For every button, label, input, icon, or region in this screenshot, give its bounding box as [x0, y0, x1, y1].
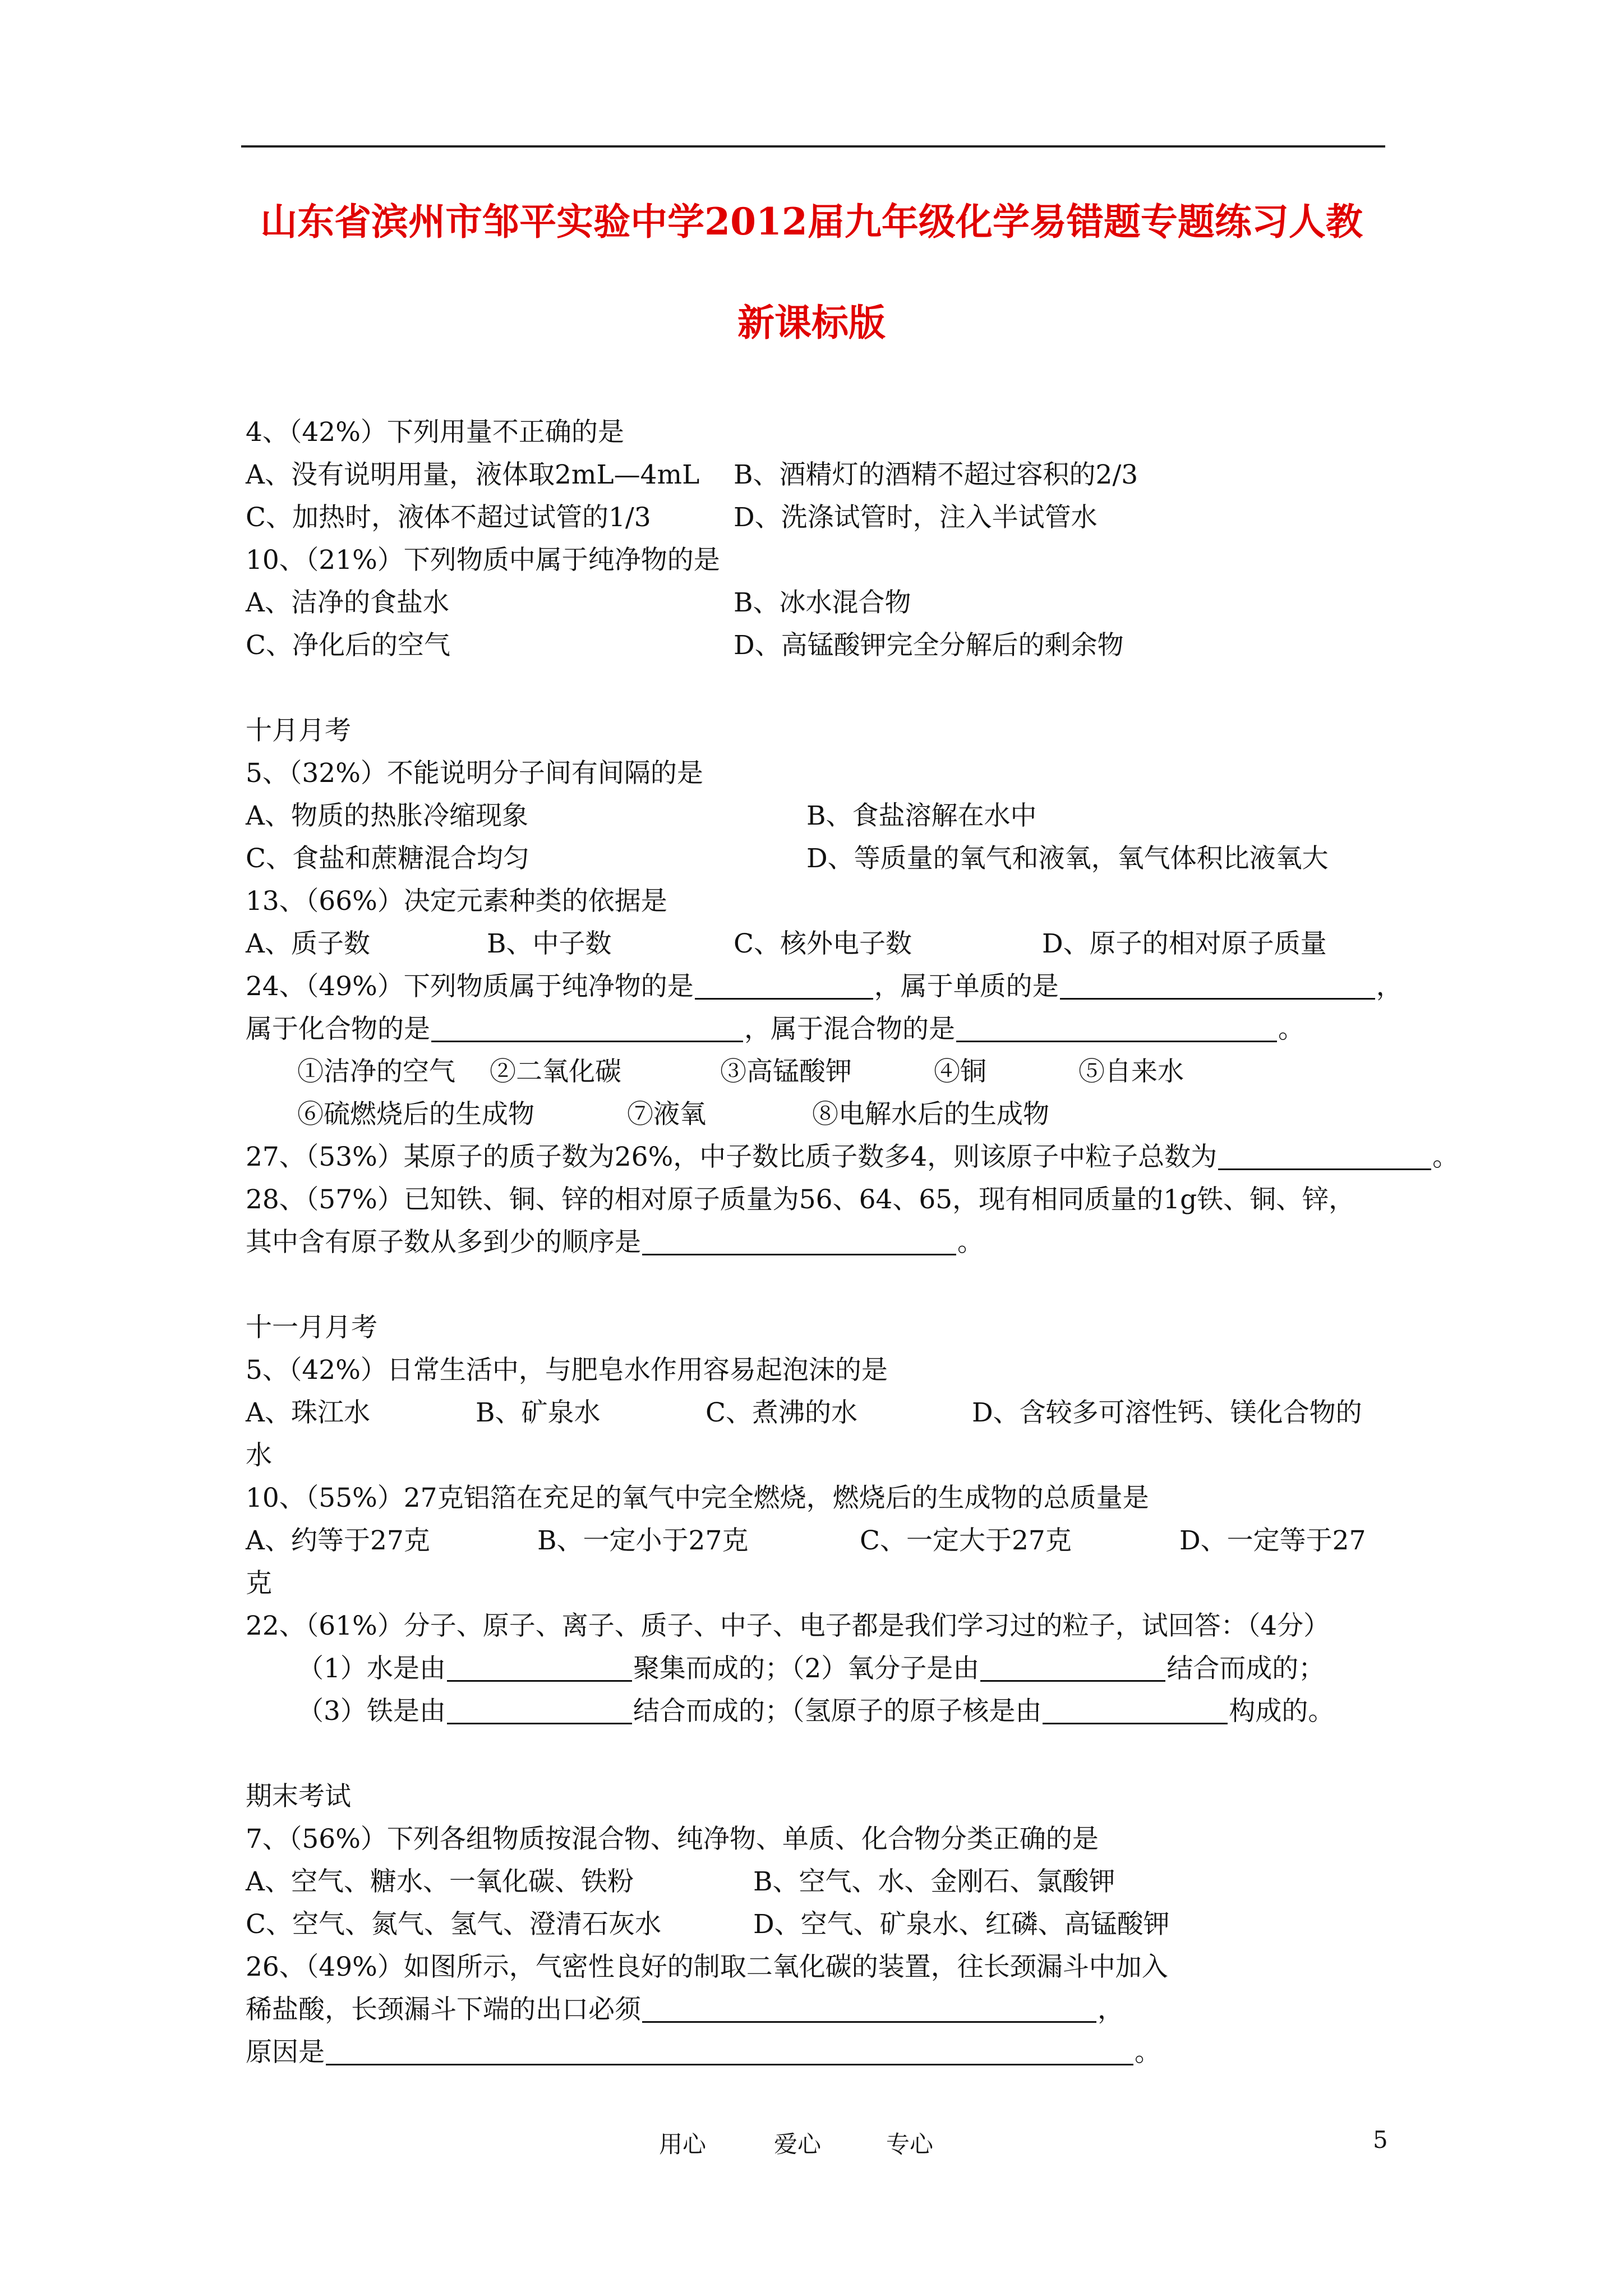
final-question-26-line3: 原因是 。: [246, 2031, 1412, 2074]
answer-blank[interactable]: [980, 1650, 1165, 1682]
footer-slogan-3: 专心: [886, 2131, 934, 2158]
answer-blank[interactable]: [447, 1650, 632, 1682]
item: ⑤自来水: [1078, 1056, 1184, 1087]
option-a: A、空气、糖水、一氧化碳、铁粉: [246, 1866, 634, 1897]
option-c: C、净化后的空气: [246, 630, 450, 661]
answer-blank[interactable]: [695, 968, 873, 1000]
oct-question-24-line1: 24、（49%）下列物质属于纯净物的是 ，属于单质的是 ，: [246, 965, 1412, 1008]
answer-blank[interactable]: [447, 1692, 632, 1724]
option-a: A、珠江水: [246, 1397, 370, 1428]
option-d: D、洗涤试管时，注入半试管水: [734, 502, 1098, 533]
footer-slogan-1: 用心: [659, 2131, 707, 2158]
document-body: [246, 411, 1459, 2074]
option-c: C、一定大于27克: [860, 1525, 1072, 1556]
nov-question-5-stem: 5、（42%）日常生活中，与肥皂水作用容易起泡沫的是: [246, 1355, 888, 1386]
item: ③高锰酸钾: [720, 1056, 852, 1087]
option-b: B、空气、水、金刚石、氯酸钾: [753, 1866, 1115, 1897]
option-a: A、质子数: [246, 928, 370, 959]
nov-question-5-option-d-wrap: 水: [246, 1440, 272, 1471]
nov-question-10-stem: 10、（55%）27克铝箔在充足的氧气中完全燃烧，燃烧后的生成物的总质量是: [246, 1483, 1149, 1513]
answer-blank[interactable]: [326, 2033, 1133, 2065]
final-question-26-line1: 26、（49%）如图所示，气密性良好的制取二氧化碳的装置，往长颈漏斗中加入: [246, 1952, 1168, 1982]
final-question-26-line2: 稀盐酸，长颈漏斗下端的出口必须 ，: [246, 1989, 1412, 2031]
question-10-stem: 10、（21%）下列物质中属于纯净物的是: [246, 545, 720, 576]
nov-question-22-stem: 22、（61%）分子、原子、离子、质子、中子、电子都是我们学习过的粒子，试回答：（4分）: [246, 1611, 1330, 1641]
question-10-options-cd: [246, 624, 1412, 667]
oct-question-13-stem: 13、（66%）决定元素种类的依据是: [246, 886, 667, 917]
option-a: A、物质的热胀冷缩现象: [246, 800, 528, 831]
section-heading-final: 期末考试: [246, 1781, 351, 1812]
option-d: D、含较多可溶性钙、镁化合物的: [972, 1397, 1362, 1428]
item: ⑦液氧: [627, 1099, 706, 1130]
oct-question-24-line2: 属于化合物的是 ，属于混合物的是 。: [246, 1008, 1412, 1051]
answer-blank[interactable]: [431, 1010, 743, 1042]
item: ④铜: [934, 1056, 986, 1087]
option-b: B、矿泉水: [476, 1397, 601, 1428]
oct-question-5-options-ab: [246, 795, 1412, 838]
option-d: D、原子的相对原子质量: [1042, 928, 1327, 959]
page-title-line1: 山东省滨州市邹平实验中学2012届九年级化学易错题专题练习人教: [260, 200, 1363, 243]
answer-blank[interactable]: [642, 1223, 956, 1255]
item: ⑥硫燃烧后的生成物: [297, 1099, 534, 1130]
oct-question-5-options-cd: [246, 838, 1412, 880]
option-c: C、煮沸的水: [706, 1397, 857, 1428]
nov-question-10-options: [246, 1520, 1412, 1562]
item: ⑧电解水后的生成物: [812, 1099, 1049, 1130]
oct-question-13-options: [246, 923, 1412, 965]
oct-question-27: 27、（53%）某原子的质子数为26%，中子数比质子数多4，则该原子中粒子总数为 。: [246, 1136, 1412, 1179]
question-4-options-cd: [246, 496, 1412, 539]
option-b: B、一定小于27克: [537, 1525, 749, 1556]
footer-slogan-2: 爱心: [774, 2131, 822, 2158]
option-b: B、食盐溶解在水中: [806, 800, 1037, 831]
option-b: B、酒精灯的酒精不超过容积的2/3: [734, 459, 1138, 490]
option-d: D、高锰酸钾完全分解后的剩余物: [734, 630, 1124, 661]
option-d: D、空气、矿泉水、红磷、高锰酸钾: [753, 1909, 1170, 1940]
oct-question-28-line2: 其中含有原子数从多到少的顺序是 。: [246, 1221, 1412, 1264]
option-c: C、空气、氮气、氢气、澄清石灰水: [246, 1909, 661, 1940]
option-c: C、食盐和蔗糖混合均匀: [246, 843, 529, 874]
option-d: D、一定等于27: [1179, 1525, 1366, 1556]
oct-question-28-line1: 28、（57%）已知铁、铜、锌的相对原子质量为56、64、65，现有相同质量的1g铁、铜、锌，: [246, 1184, 1355, 1215]
question-10-options-ab: [246, 582, 1412, 624]
answer-blank[interactable]: [1218, 1138, 1431, 1170]
section-heading-october: 十月月考: [246, 715, 351, 746]
page-title-line2: 新课标版: [737, 301, 886, 344]
oct-question-5-stem: 5、（32%）不能说明分子间有间隔的是: [246, 758, 703, 789]
nov-question-5-options: [246, 1392, 1412, 1434]
option-c: C、核外电子数: [734, 928, 912, 959]
item: ②二氧化碳: [490, 1056, 621, 1087]
nov-question-22-part1: （1）水是由 聚集而成的；（2）氧分子是由 结合而成的；: [246, 1648, 1412, 1690]
option-b: B、冰水混合物: [734, 587, 911, 618]
nov-question-10-option-d-wrap: 克: [246, 1568, 272, 1599]
option-c: C、加热时，液体不超过试管的1/3: [246, 502, 651, 533]
question-4-stem: 4、（42%）下列用量不正确的是: [246, 417, 624, 448]
option-b: B、中子数: [487, 928, 612, 959]
answer-blank[interactable]: [956, 1010, 1277, 1042]
page-number: 5: [1373, 2126, 1388, 2154]
oct-question-24-items-row1: [246, 1051, 1412, 1093]
option-a: A、约等于27克: [246, 1525, 430, 1556]
header-rule: [241, 145, 1385, 148]
final-question-7-options-ab: [246, 1861, 1412, 1903]
item: ①洁净的空气: [297, 1056, 455, 1087]
answer-blank[interactable]: [1043, 1692, 1228, 1724]
oct-question-24-items-row2: [246, 1093, 1412, 1136]
final-question-7-stem: 7、（56%）下列各组物质按混合物、纯净物、单质、化合物分类正确的是: [246, 1824, 1099, 1855]
section-heading-november: 十一月月考: [246, 1312, 377, 1343]
answer-blank[interactable]: [1060, 968, 1375, 1000]
question-4-options-ab: [246, 454, 1412, 496]
final-question-7-options-cd: [246, 1903, 1412, 1946]
option-a: A、洁净的食盐水: [246, 587, 449, 618]
answer-blank[interactable]: [642, 1991, 1096, 2023]
option-d: D、等质量的氧气和液氧，氧气体积比液氧大: [806, 843, 1329, 874]
nov-question-22-part2: （3）铁是由 结合而成的；（氢原子的原子核是由 构成的。: [246, 1690, 1412, 1733]
option-a: A、没有说明用量，液体取2mL—4mL: [246, 459, 700, 490]
